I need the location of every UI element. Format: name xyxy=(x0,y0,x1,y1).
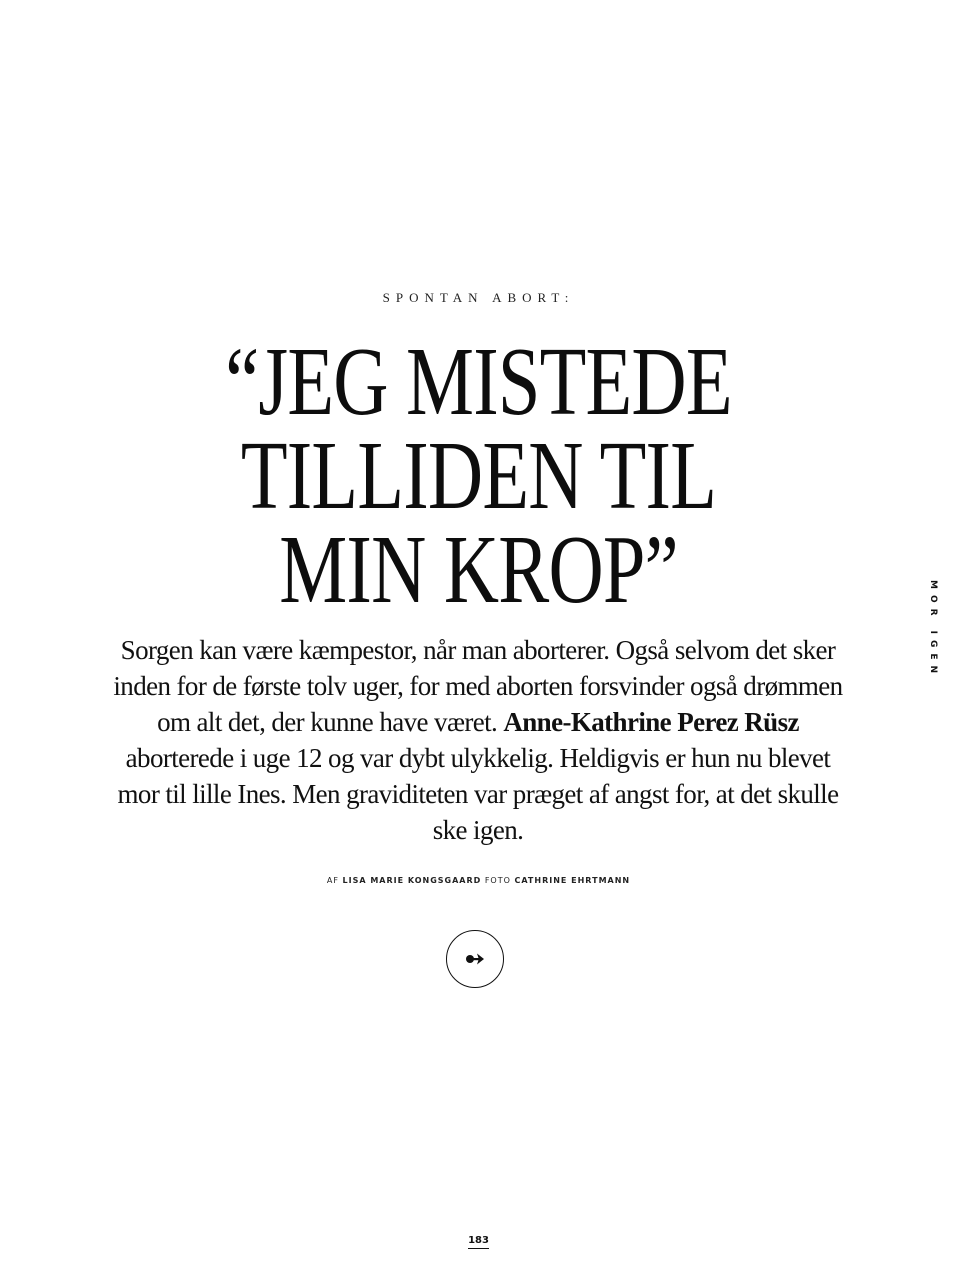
byline-photographer: CATHRINE EHRTMANN xyxy=(514,876,631,885)
lead-text-before: Sorgen kan være kæmpestor, når man aborterer. Også selvom det sker inden for de første tolv uger, for med aborten forsvinder også drømmen om alt det, der kunne have været. xyxy=(113,635,843,737)
arrow-right-icon xyxy=(465,952,487,966)
lead-subject-name: Anne-Kathrine Perez Rüsz xyxy=(503,707,799,737)
byline-photo-prefix: FOTO xyxy=(484,876,511,885)
section-label: MOR IGEN xyxy=(928,580,938,680)
byline xyxy=(0,876,957,885)
lead-text-after: aborterede i uge 12 og var dybt ulykkelig. Heldigvis er hun nu blevet mor til lille Ines. Men graviditeten var præget af angst for, at det skulle ske igen. xyxy=(117,743,839,845)
headline xyxy=(0,328,957,624)
arrow-badge xyxy=(446,930,504,988)
kicker: SPONTAN ABORT: xyxy=(382,290,575,305)
byline-author: LISA MARIE KONGSGAARD xyxy=(342,876,482,885)
page-number-container xyxy=(0,1228,957,1249)
headline-line-3: MIN KROP” xyxy=(279,516,678,624)
headline-line-1: “JEG MISTEDE xyxy=(225,328,732,436)
lead-paragraph xyxy=(108,632,848,848)
page-number: 183 xyxy=(468,1235,489,1249)
byline-author-prefix: AF xyxy=(326,876,339,885)
headline-line-2: TILLIDEN TIL xyxy=(240,422,717,530)
